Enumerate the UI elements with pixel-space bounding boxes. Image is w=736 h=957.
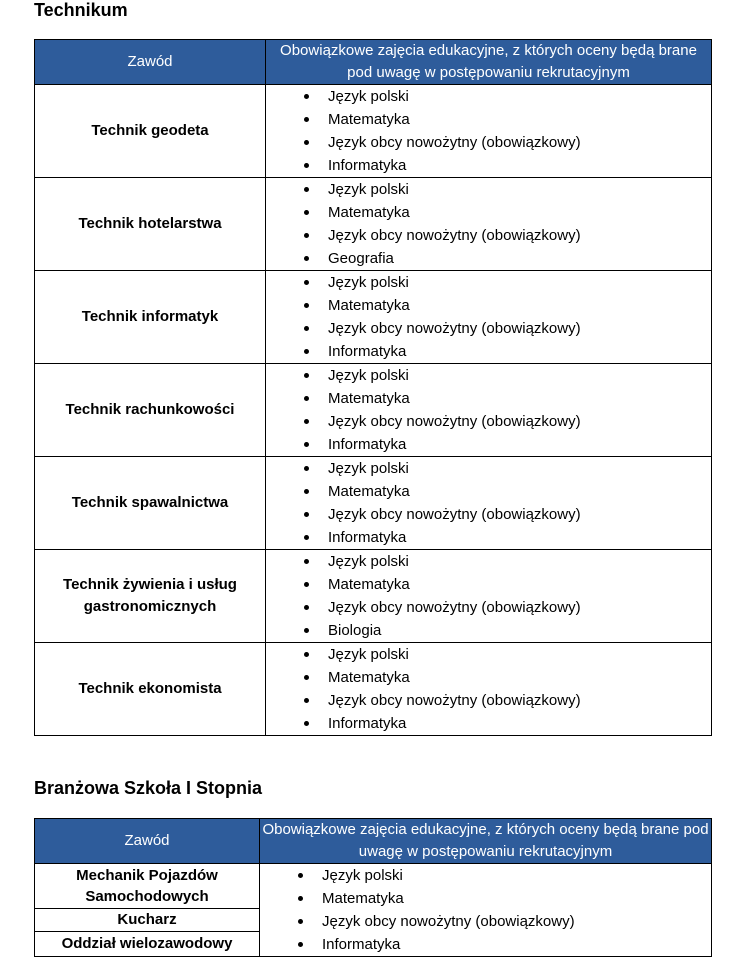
table-row xyxy=(35,178,712,271)
table-row xyxy=(35,271,712,364)
profession-name: Mechanik Pojazdów Samochodowych xyxy=(35,864,260,909)
subject-item: Informatyka xyxy=(266,433,711,456)
subject-item: Geografia xyxy=(266,247,711,270)
subjects-cell xyxy=(260,864,712,957)
subject-item: Informatyka xyxy=(266,340,711,363)
subjects-cell xyxy=(266,550,712,643)
subject-item: Matematyka xyxy=(266,108,711,131)
subjects-cell xyxy=(266,85,712,178)
subject-item: Język polski xyxy=(260,864,711,887)
table-row xyxy=(35,457,712,550)
subject-list xyxy=(266,364,711,456)
technikum-table xyxy=(34,39,712,736)
subject-item: Informatyka xyxy=(266,154,711,177)
subjects-cell xyxy=(266,643,712,736)
subjects-cell xyxy=(266,457,712,550)
table-row xyxy=(35,85,712,178)
subject-item: Język polski xyxy=(266,457,711,480)
subjects-cell xyxy=(266,271,712,364)
table-row xyxy=(35,643,712,736)
subject-item: Matematyka xyxy=(266,294,711,317)
subject-list xyxy=(266,550,711,642)
subject-item: Język obcy nowożytny (obowiązkowy) xyxy=(266,131,711,154)
subject-item: Informatyka xyxy=(266,712,711,735)
subject-list xyxy=(266,271,711,363)
subject-item: Język polski xyxy=(266,364,711,387)
profession-name: Kucharz xyxy=(35,908,260,931)
table-header-row xyxy=(35,819,712,864)
header-subjects: Obowiązkowe zajęcia edukacyjne, z których oceny będą brane pod uwagę w postępowaniu rekrutacyjnym xyxy=(266,40,712,85)
table-header-row xyxy=(35,40,712,85)
subject-item: Język obcy nowożytny (obowiązkowy) xyxy=(266,224,711,247)
table-row xyxy=(35,364,712,457)
subjects-cell xyxy=(266,178,712,271)
subject-item: Język polski xyxy=(266,643,711,666)
profession-name: Technik spawalnictwa xyxy=(35,457,266,550)
subject-item: Język obcy nowożytny (obowiązkowy) xyxy=(266,503,711,526)
subject-item: Informatyka xyxy=(260,933,711,956)
header-zawod: Zawód xyxy=(35,819,260,864)
subject-item: Matematyka xyxy=(266,201,711,224)
profession-name: Oddział wielozawodowy xyxy=(35,931,260,956)
subject-list xyxy=(260,864,711,956)
subject-item: Język obcy nowożytny (obowiązkowy) xyxy=(266,689,711,712)
table-row xyxy=(35,864,712,909)
subject-item: Język polski xyxy=(266,178,711,201)
profession-name: Technik informatyk xyxy=(35,271,266,364)
profession-name: Technik ekonomista xyxy=(35,643,266,736)
table-row xyxy=(35,550,712,643)
subject-list xyxy=(266,457,711,549)
profession-name: Technik żywienia i usług gastronomicznych xyxy=(35,550,266,643)
subject-item: Matematyka xyxy=(266,387,711,410)
subject-item: Język obcy nowożytny (obowiązkowy) xyxy=(260,910,711,933)
section-title-branzowa: Branżowa Szkoła I Stopnia xyxy=(34,778,263,798)
subject-item: Matematyka xyxy=(260,887,711,910)
subject-item: Matematyka xyxy=(266,480,711,503)
profession-name: Technik hotelarstwa xyxy=(35,178,266,271)
header-zawod: Zawód xyxy=(35,40,266,85)
branzowa-table xyxy=(34,818,712,957)
profession-name: Technik geodeta xyxy=(35,85,266,178)
header-subjects: Obowiązkowe zajęcia edukacyjne, z których oceny będą brane pod uwagę w postępowaniu rekrutacyjnym xyxy=(260,819,712,864)
subject-item: Język polski xyxy=(266,550,711,573)
subject-item: Język obcy nowożytny (obowiązkowy) xyxy=(266,317,711,340)
subject-item: Język obcy nowożytny (obowiązkowy) xyxy=(266,596,711,619)
subject-item: Matematyka xyxy=(266,573,711,596)
subject-item: Język polski xyxy=(266,85,711,108)
section-title-technikum: Technikum xyxy=(34,0,128,20)
subject-list xyxy=(266,643,711,735)
subject-item: Biologia xyxy=(266,619,711,642)
subjects-cell xyxy=(266,364,712,457)
subject-item: Język obcy nowożytny (obowiązkowy) xyxy=(266,410,711,433)
subject-item: Informatyka xyxy=(266,526,711,549)
subject-item: Język polski xyxy=(266,271,711,294)
subject-list xyxy=(266,85,711,177)
subject-list xyxy=(266,178,711,270)
profession-name: Technik rachunkowości xyxy=(35,364,266,457)
subject-item: Matematyka xyxy=(266,666,711,689)
